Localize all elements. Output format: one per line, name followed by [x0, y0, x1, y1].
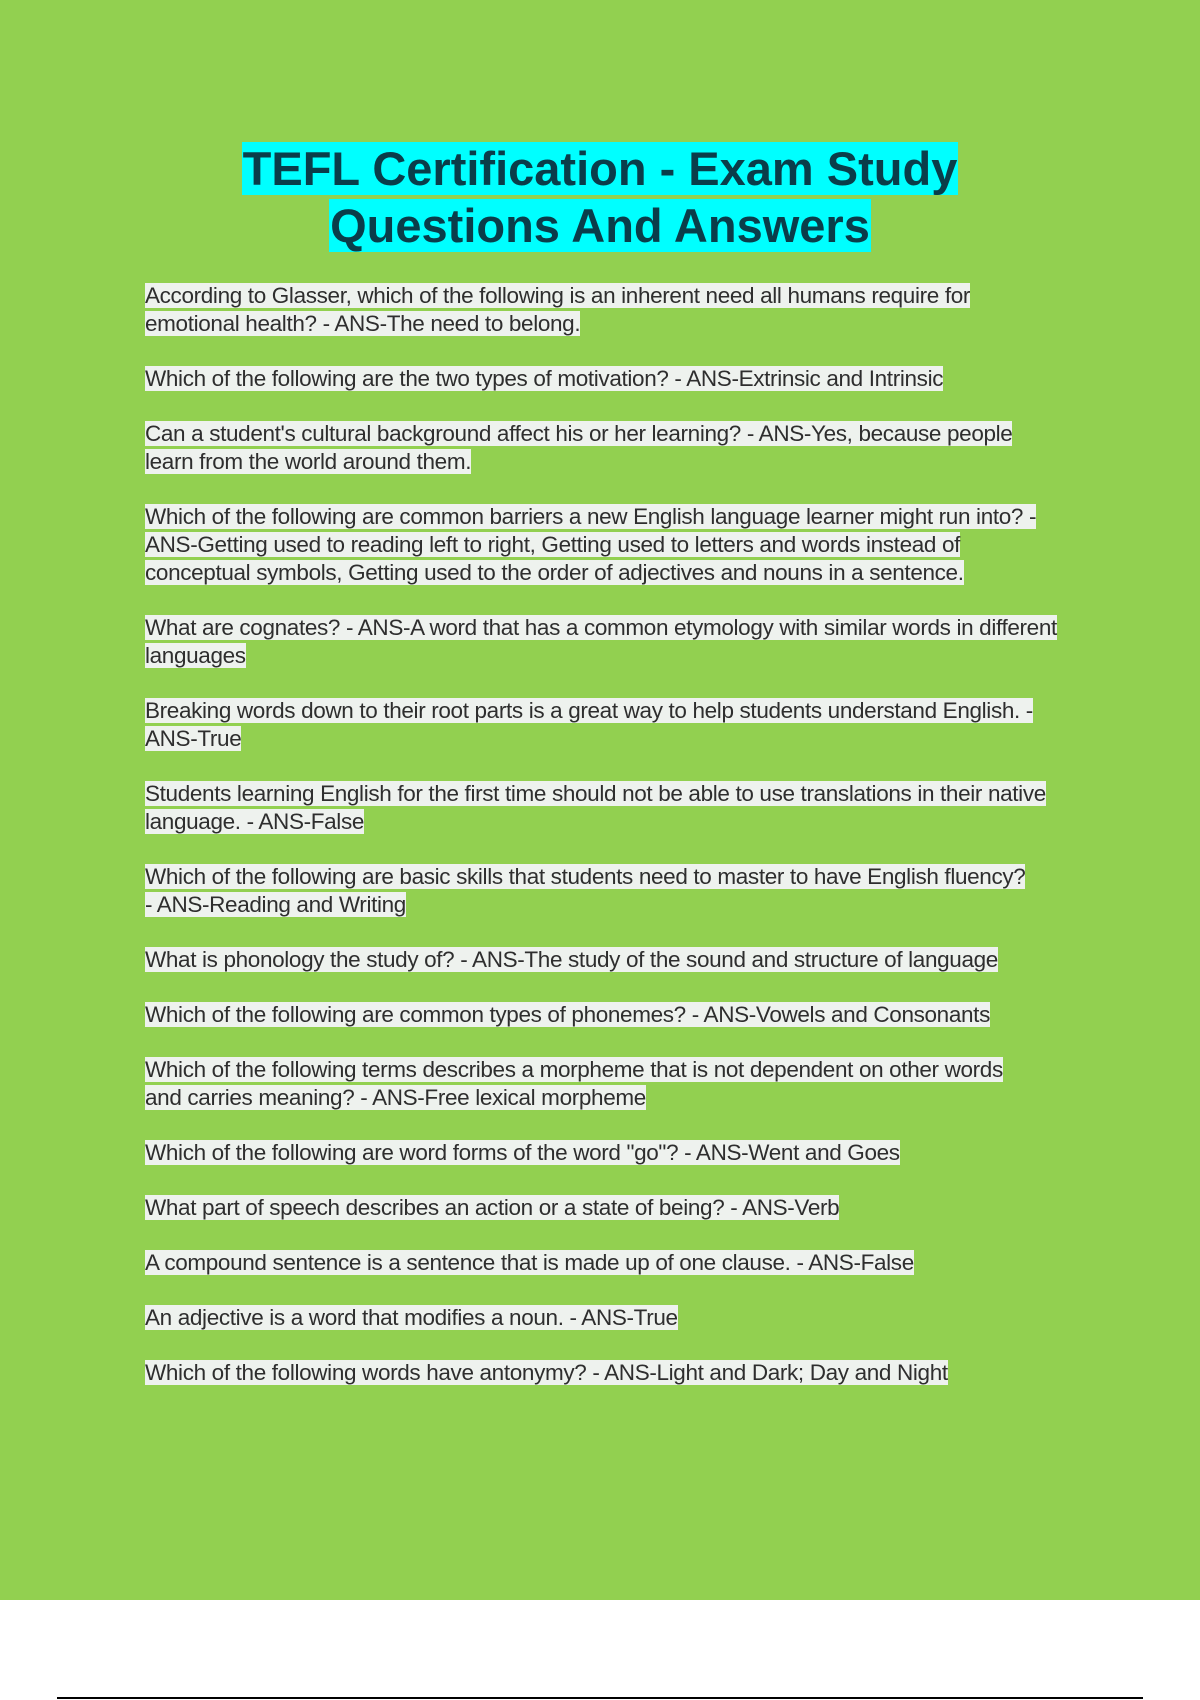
document-title — [0, 140, 1200, 254]
qa-item: According to Glasser, which of the following is an inherent need all humans require for emotional health? - ANS-The need to belong. — [145, 283, 971, 336]
qa-item: Which of the following terms describes a morpheme that is not dependent on other words and carries meaning? - ANS-Free lexical morpheme — [145, 1057, 1003, 1110]
qa-item: What is phonology the study of? - ANS-The study of the sound and structure of language — [145, 947, 998, 972]
page-divider — [57, 1697, 1143, 1699]
qa-list — [145, 282, 1085, 1414]
qa-item: An adjective is a word that modifies a noun. - ANS-True — [145, 1305, 678, 1330]
title-line-2: Questions And Answers — [330, 199, 870, 252]
qa-item: Which of the following are word forms of the word "go"? - ANS-Went and Goes — [145, 1140, 900, 1165]
qa-item: What are cognates? - ANS-A word that has a common etymology with similar words in different languages — [145, 615, 1057, 668]
qa-item: Breaking words down to their root parts is a great way to help students understand English. - ANS-True — [145, 698, 1033, 751]
qa-item: Which of the following are common types of phonemes? - ANS-Vowels and Consonants — [145, 1002, 990, 1027]
qa-item: Which of the following are the two types of motivation? - ANS-Extrinsic and Intrinsic — [145, 366, 944, 391]
qa-item: Which of the following are common barriers a new English language learner might run into? - ANS-Getting used to reading left to right, Getting used to letters and words instead of conceptual symbols, Getting used to the order of adjectives and nouns in a sentence. — [145, 504, 1037, 585]
qa-item: Can a student's cultural background affect his or her learning? - ANS-Yes, because people learn from the world around them. — [145, 421, 1013, 474]
qa-item: A compound sentence is a sentence that is made up of one clause. - ANS-False — [145, 1250, 914, 1275]
qa-item: What part of speech describes an action or a state of being? - ANS-Verb — [145, 1195, 840, 1220]
qa-item: Which of the following words have antonymy? - ANS-Light and Dark; Day and Night — [145, 1360, 948, 1385]
qa-item: Which of the following are basic skills that students need to master to have English fluency? - ANS-Reading and Writing — [145, 864, 1026, 917]
title-line-1: TEFL Certification - Exam Study — [242, 142, 958, 195]
qa-item: Students learning English for the first time should not be able to use translations in their native language. - ANS-False — [145, 781, 1046, 834]
